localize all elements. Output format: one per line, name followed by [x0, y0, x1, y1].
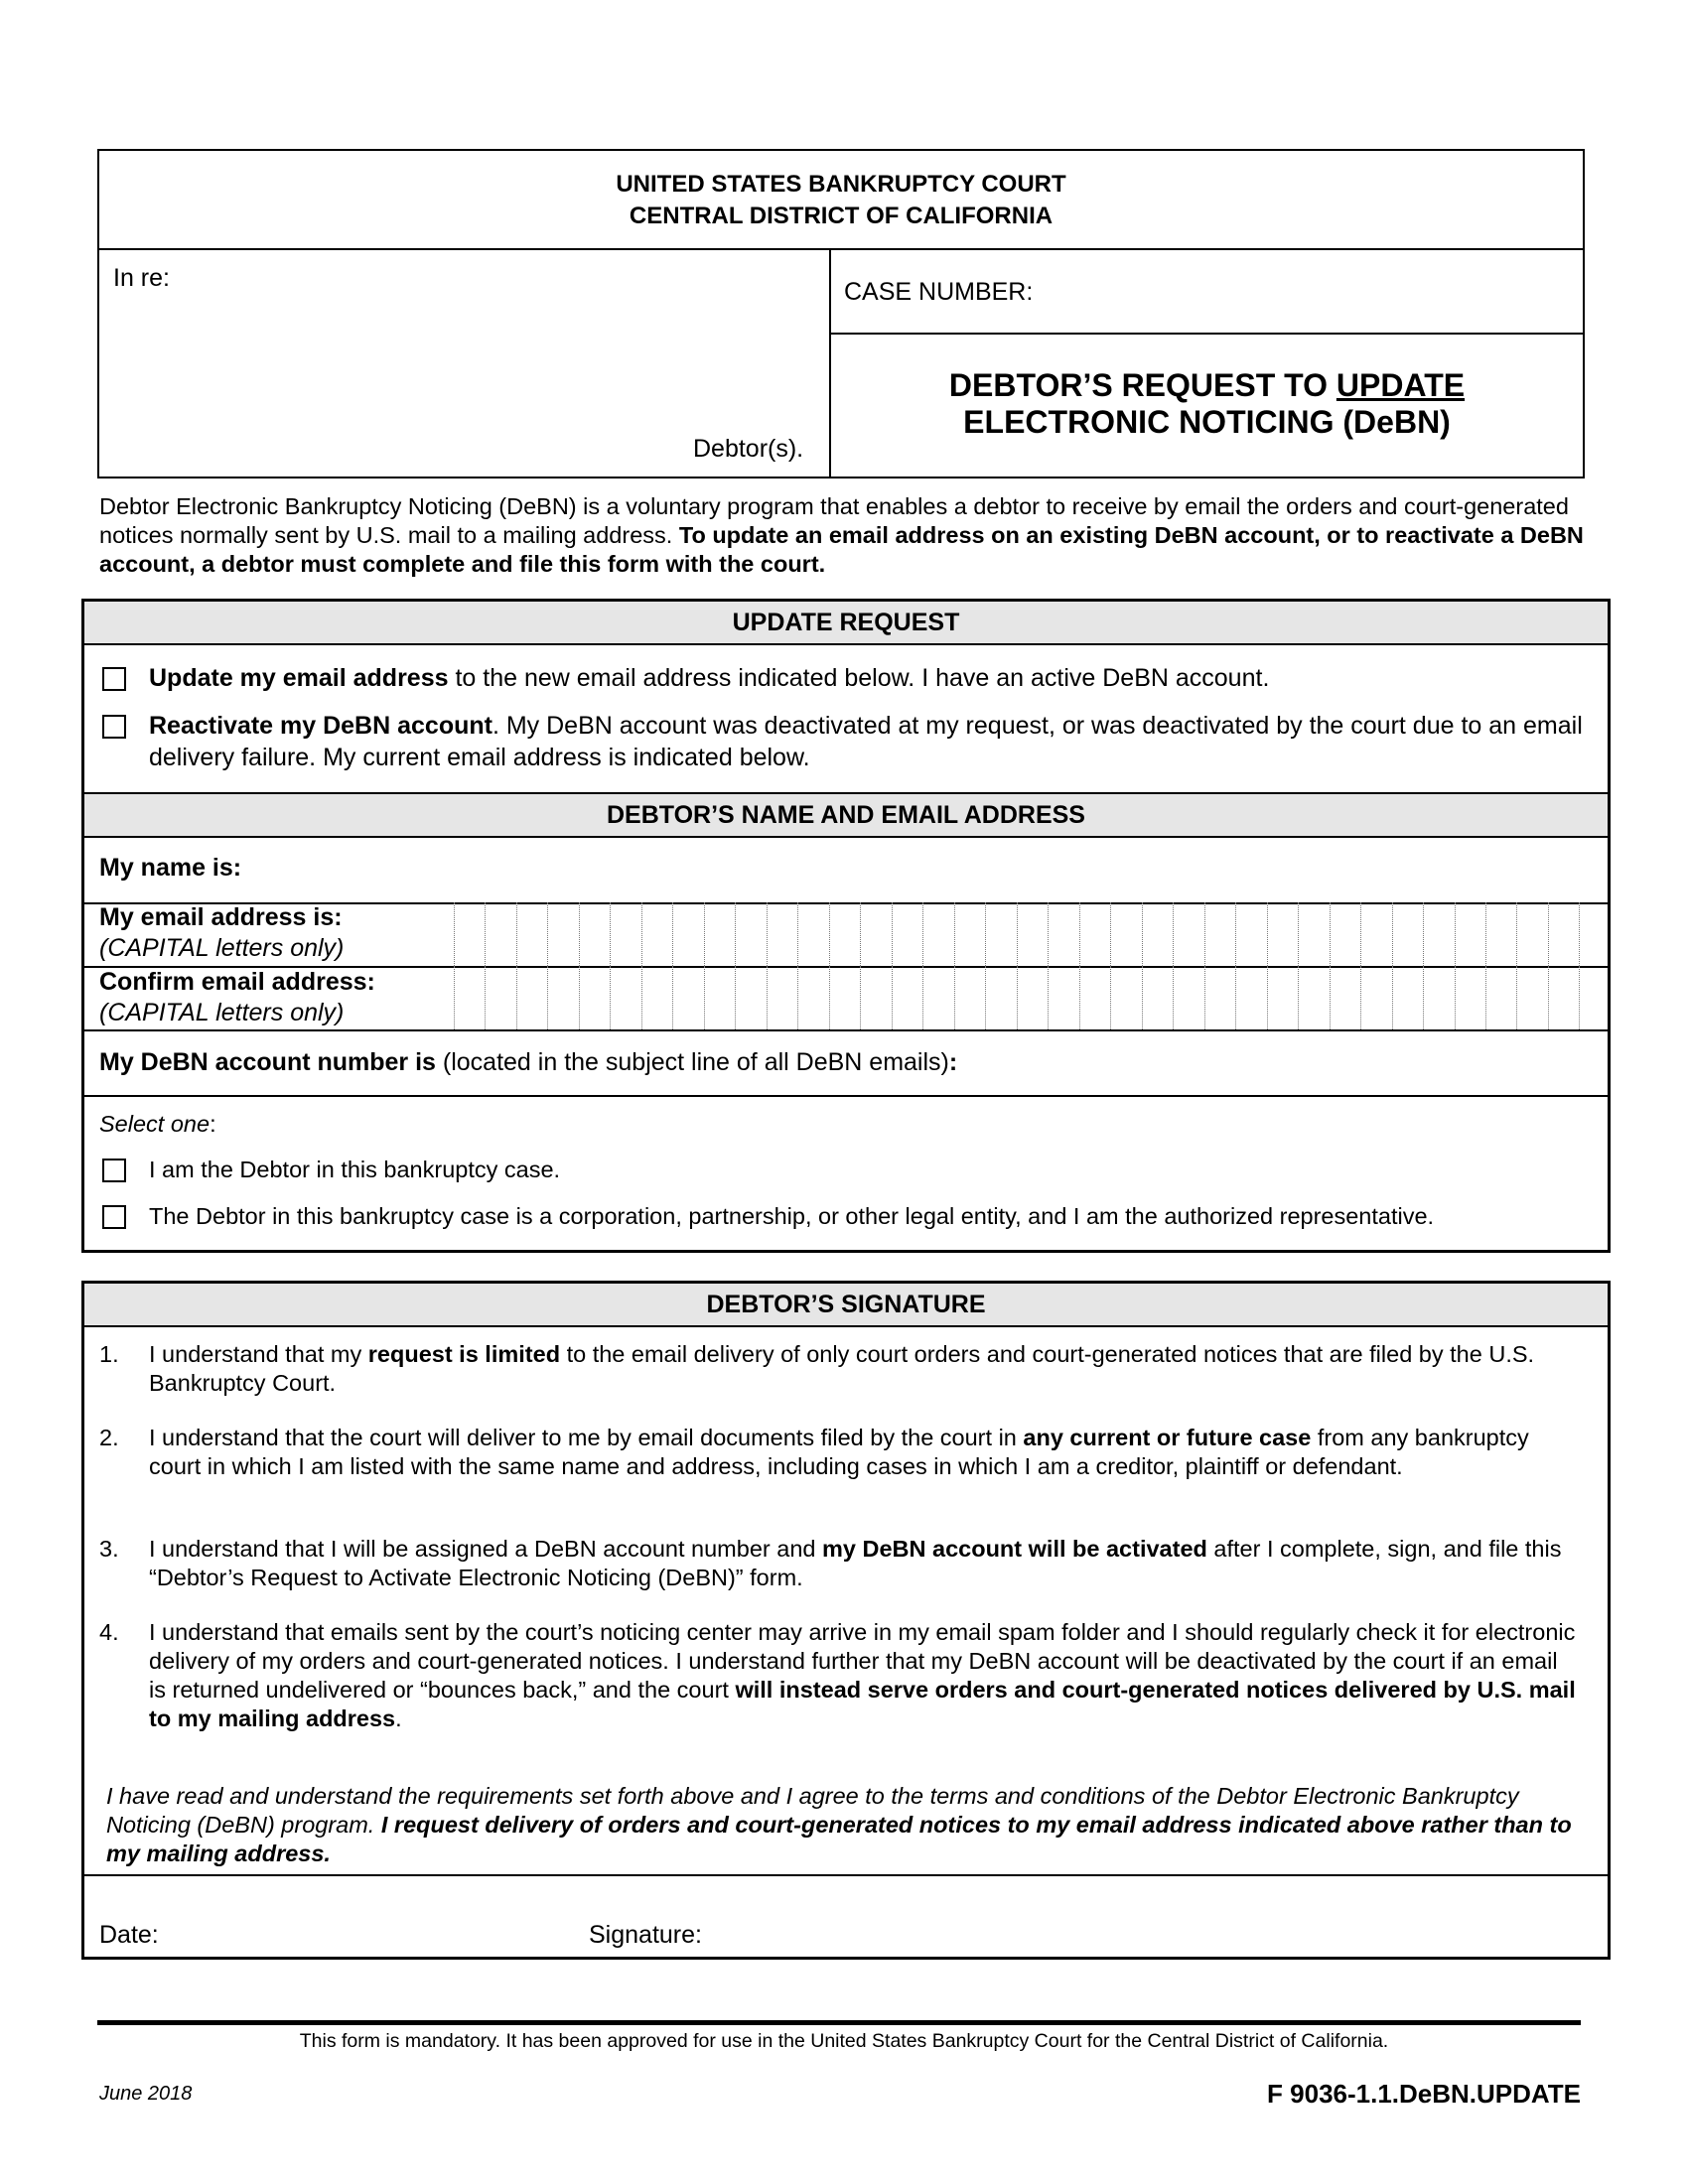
- list-item-number: 1.: [99, 1341, 119, 1367]
- item-text: .: [395, 1706, 402, 1731]
- confirm-email-label-block: [99, 967, 375, 1028]
- date-field[interactable]: Date:: [99, 1921, 159, 1949]
- divider: [829, 333, 1583, 335]
- item-bold: will instead serve orders and court-generated notices delivered by U.S. mail to my mailing address: [149, 1677, 1576, 1731]
- form-date: June 2018: [99, 2083, 193, 2105]
- signature-field[interactable]: Signature:: [589, 1921, 702, 1949]
- list-item: [149, 1424, 1559, 1481]
- select-one-label: [99, 1110, 216, 1139]
- list-item-number: 2.: [99, 1425, 119, 1450]
- in-re-field[interactable]: In re:: [113, 264, 170, 292]
- option-text: to the new email address indicated below. I have an active DeBN account.: [448, 664, 1270, 692]
- select-one-colon: :: [210, 1111, 216, 1137]
- intro-bold: To update an email address on an existing DeBN account, or to reactivate a DeBN account, a debtor must complete and file this form with the court.: [99, 522, 1584, 577]
- item-bold: my DeBN account will be activated: [822, 1536, 1207, 1562]
- authorized-representative-checkbox[interactable]: [102, 1205, 126, 1229]
- divider: [84, 1029, 1608, 1031]
- option-bold: Update my email address: [149, 664, 449, 692]
- list-item: [149, 1618, 1579, 1733]
- court-name: [99, 169, 1583, 232]
- divider: [829, 248, 831, 477]
- confirm-email-input-boxes[interactable]: [454, 966, 1611, 1029]
- signature-section: [81, 1281, 1611, 1960]
- account-label-bold: My DeBN account number is: [99, 1048, 436, 1076]
- email-hint: (CAPITAL letters only): [99, 934, 345, 962]
- authorized-representative-label: The Debtor in this bankruptcy case is a corporation, partnership, or other legal entity, and I am the authorized representative.: [149, 1203, 1435, 1229]
- confirm-email-label: Confirm email address:: [99, 968, 375, 996]
- agreement-statement: [106, 1782, 1596, 1868]
- agreement-italic: I have read and understand the requirements set forth above and I agree to the terms and conditions of the Debtor Electronic Bankruptcy Noticing (DeBN) program.: [106, 1783, 1519, 1838]
- form-title-update: UPDATE: [1336, 367, 1466, 403]
- list-item-number: 3.: [99, 1536, 119, 1562]
- confirm-email-hint: (CAPITAL letters only): [99, 999, 345, 1026]
- email-label-block: [99, 902, 344, 964]
- caption-box: [97, 149, 1585, 478]
- item-text: I understand that emails sent by the court’s noticing center may arrive in my email spam folder and I should regularly check it for electronic delivery of my orders and court-generated notices. I understand further that my DeBN account will be deactivated by the court if an email is returned undelivered or “bounces back,” and the court: [149, 1619, 1576, 1703]
- debtors-label: Debtor(s).: [693, 435, 804, 463]
- divider: [84, 1874, 1608, 1876]
- form-title: [831, 367, 1583, 441]
- update-email-option: [149, 662, 1589, 694]
- update-email-checkbox[interactable]: [102, 667, 126, 691]
- update-request-heading: UPDATE REQUEST: [84, 602, 1608, 645]
- item-bold: any current or future case: [1023, 1425, 1312, 1450]
- is-debtor-label: I am the Debtor in this bankruptcy case.: [149, 1157, 561, 1182]
- account-number-field[interactable]: [99, 1046, 957, 1078]
- item-text: to the email delivery of only court orders and court-generated notices that are filed by the U.S. Bankruptcy Court.: [149, 1341, 1535, 1396]
- item-bold: request is limited: [367, 1341, 561, 1367]
- court-name-line2: CENTRAL DISTRICT OF CALIFORNIA: [629, 203, 1054, 229]
- reactivate-account-option: [149, 710, 1594, 773]
- list-item: [149, 1340, 1579, 1398]
- list-item-number: 4.: [99, 1619, 119, 1645]
- court-name-line1: UNITED STATES BANKRUPTCY COURT: [616, 171, 1066, 198]
- intro-text: Debtor Electronic Bankruptcy Noticing (DeBN) is a voluntary program that enables a debtor to receive by email the orders and court-generated notices normally sent by U.S. mail to a mailing address.: [99, 493, 1569, 548]
- case-number-field[interactable]: CASE NUMBER:: [844, 278, 1034, 306]
- item-text: I understand that I will be assigned a DeBN account number and: [149, 1536, 822, 1562]
- select-one-text: Select one: [99, 1111, 211, 1137]
- footer-note: This form is mandatory. It has been approved for use in the United States Bankruptcy Court for the Central District of California.: [299, 2030, 1389, 2052]
- is-debtor-checkbox[interactable]: [102, 1159, 126, 1182]
- item-text: after I complete, sign, and file this “Debtor’s Request to Activate Electronic Noticing (DeBN)” form.: [149, 1536, 1562, 1590]
- form-title-line2: ELECTRONIC NOTICING (DeBN): [963, 404, 1451, 440]
- option-bold: Reactivate my DeBN account: [149, 712, 492, 740]
- item-text: I understand that my: [149, 1341, 368, 1367]
- reactivate-account-checkbox[interactable]: [102, 715, 126, 739]
- form-title-prefix: DEBTOR’S REQUEST TO: [948, 367, 1336, 403]
- list-item: [149, 1535, 1589, 1592]
- form-number: F 9036-1.1.DeBN.UPDATE: [1267, 2079, 1581, 2109]
- item-text: I understand that the court will deliver to me by email documents filed by the court in: [149, 1425, 1024, 1450]
- divider: [84, 1095, 1608, 1097]
- option-text: . My DeBN account was deactivated at my request, or was deactivated by the court due to an email delivery failure. My current email address is indicated below.: [149, 712, 1583, 771]
- email-label: My email address is:: [99, 903, 343, 931]
- name-label: My name is:: [99, 854, 242, 882]
- request-section: [81, 599, 1611, 1253]
- intro-paragraph: [99, 492, 1589, 579]
- account-label-colon: :: [948, 1048, 958, 1076]
- account-label-text: (located in the subject line of all DeBN emails): [435, 1048, 949, 1076]
- name-input[interactable]: [283, 840, 1574, 901]
- signature-heading: DEBTOR’S SIGNATURE: [84, 1284, 1608, 1327]
- email-input-boxes[interactable]: [454, 902, 1611, 966]
- footer-rule: [97, 2020, 1581, 2025]
- agreement-bold: I request delivery of orders and court-generated notices to my email address indicated above rather than to my mailing address.: [106, 1812, 1572, 1866]
- item-text: from any bankruptcy court in which I am listed with the same name and address, including cases in which I am a creditor, plaintiff or defendant.: [149, 1425, 1529, 1479]
- name-email-heading: DEBTOR’S NAME AND EMAIL ADDRESS: [84, 792, 1608, 838]
- divider: [99, 248, 1583, 250]
